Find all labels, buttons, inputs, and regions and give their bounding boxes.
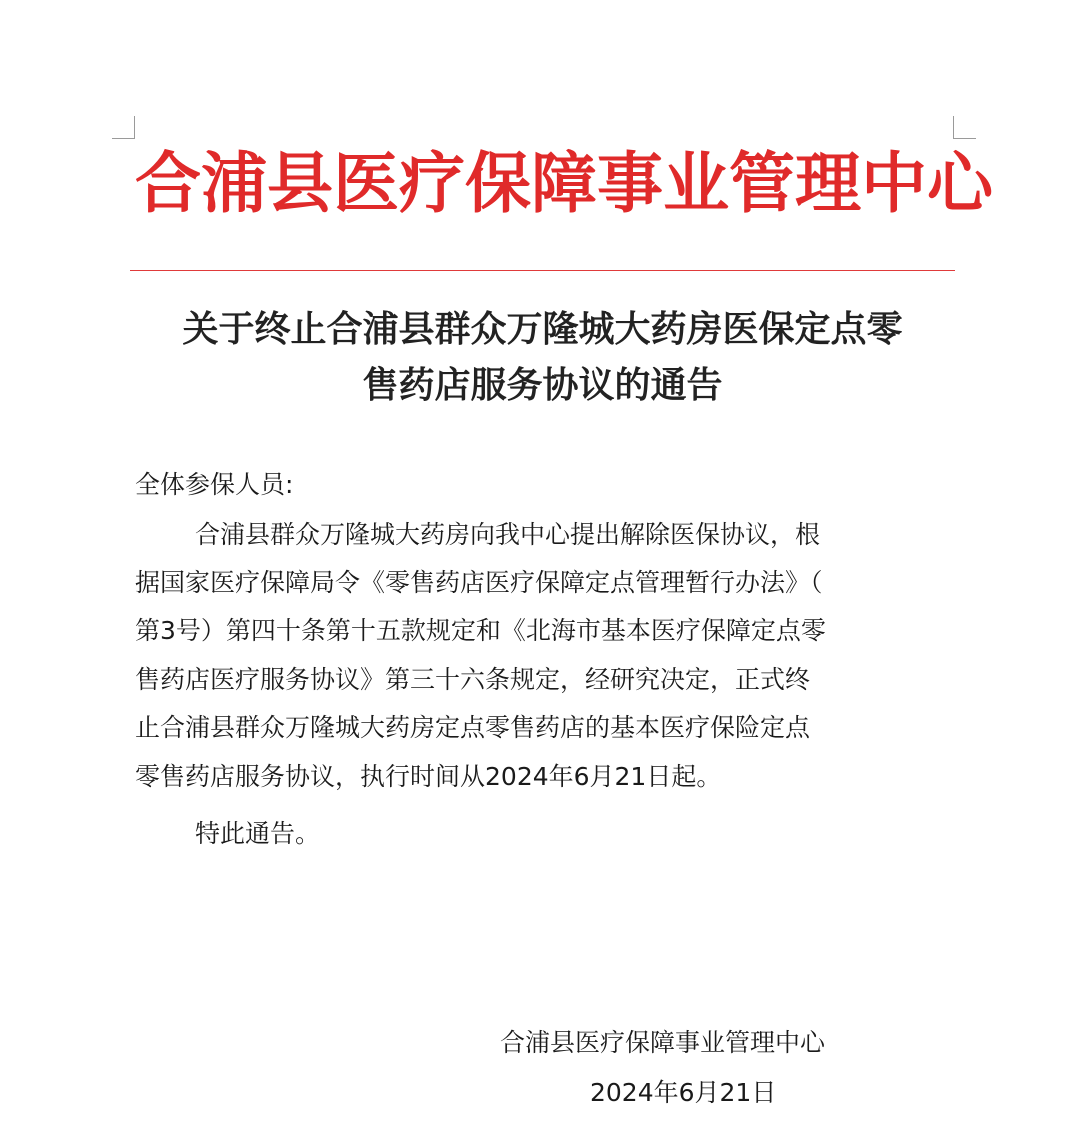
body-line: 止合浦县群众万隆城大药房定点零售药店的基本医疗保险定点 bbox=[135, 713, 811, 742]
letterhead-org-name: 合浦县医疗保障事业管理中心 bbox=[135, 145, 993, 222]
body-line: 第3号）第四十条第十五款规定和《北海市基本医疗保障定点零 bbox=[135, 616, 826, 645]
closing-line: 特此通告。 bbox=[195, 819, 321, 848]
signature-date: 2024年6月21日 bbox=[590, 1078, 777, 1107]
notice-title-line-2: 售药店服务协议的通告 bbox=[362, 365, 723, 406]
crop-mark-top-left bbox=[112, 116, 135, 139]
body-line: 售药店医疗服务协议》第三十六条规定，经研究决定，正式终 bbox=[135, 665, 811, 694]
letterhead-divider bbox=[130, 270, 955, 271]
signature-org: 合浦县医疗保障事业管理中心 bbox=[500, 1028, 826, 1057]
body-line: 零售药店服务协议，执行时间从2024年6月21日起。 bbox=[135, 762, 722, 791]
notice-title bbox=[120, 302, 965, 414]
body-line: 合浦县群众万隆城大药房向我中心提出解除医保协议，根 bbox=[195, 520, 821, 549]
salutation: 全体参保人员: bbox=[135, 470, 294, 499]
notice-title-line-1: 关于终止合浦县群众万隆城大药房医保定点零 bbox=[182, 309, 903, 350]
body-line: 据国家医疗保障局令《零售药店医疗保障定点管理暂行办法》（ bbox=[135, 568, 823, 597]
